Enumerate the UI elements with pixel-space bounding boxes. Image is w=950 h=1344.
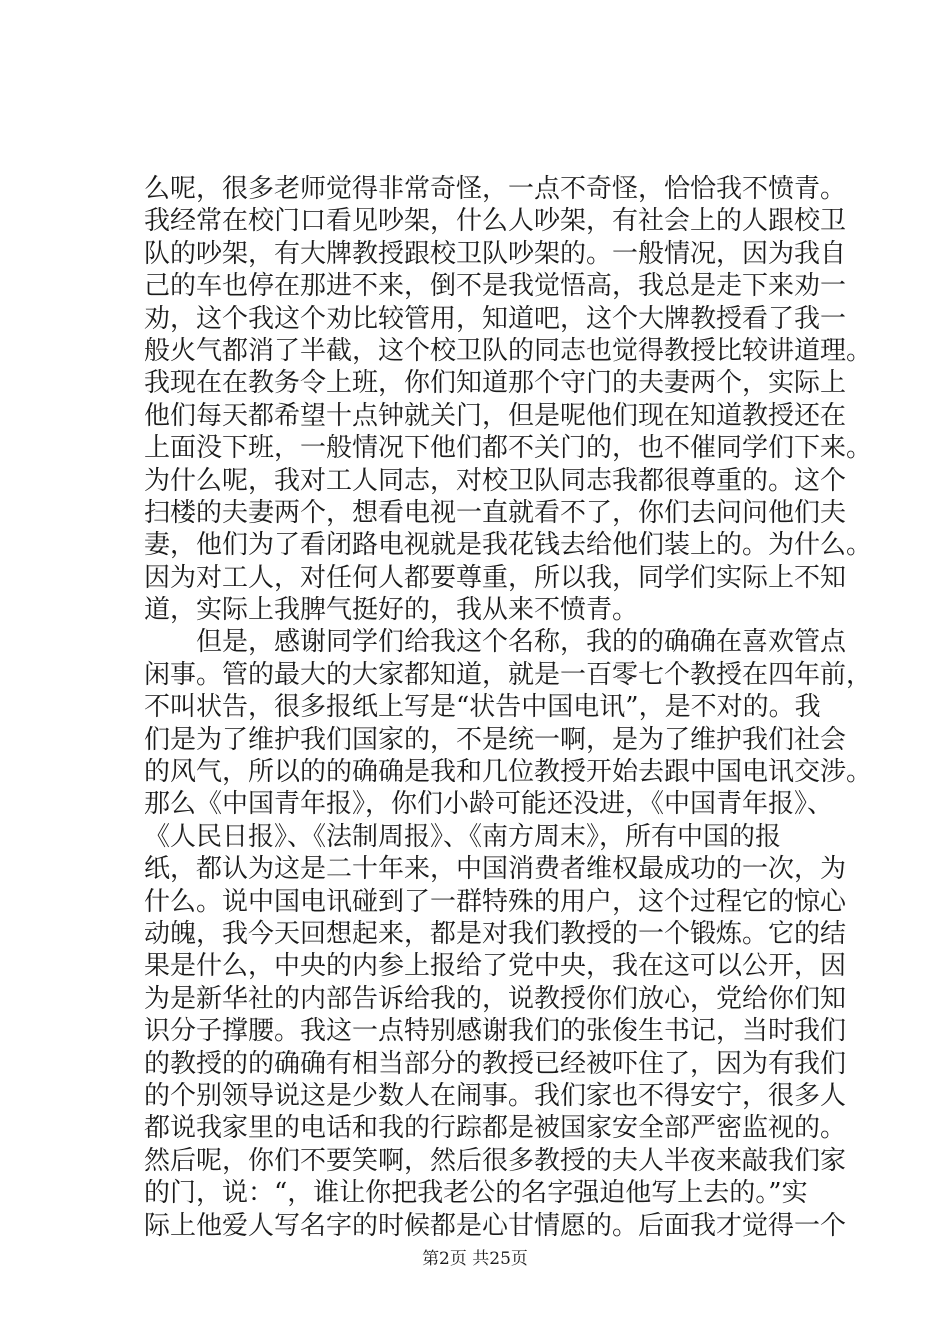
text-line: 妻，他们为了看闭路电视就是我花钱去给他们装上的。为什么。 bbox=[144, 530, 873, 561]
text-line: 他们每天都希望十点钟就关门，但是呢他们现在知道教授还在 bbox=[144, 400, 847, 431]
text-line: 为什么呢，我对工人同志，对校卫队同志我都很尊重的。这个 bbox=[144, 465, 847, 496]
text-line: 闲事。管的最大的大家都知道，就是一百零七个教授在四年前， bbox=[144, 659, 873, 690]
text-line: 扫楼的夫妻两个，想看电视一直就看不了，你们去问问他们夫 bbox=[144, 497, 847, 528]
text-line: 道，实际上我脾气挺好的，我从来不愤青。 bbox=[144, 595, 639, 626]
text-line: 那么《中国青年报》，你们小龄可能还没进，《中国青年报》、 bbox=[144, 789, 834, 820]
paragraph-start-line: 但是，感谢同学们给我这个名称，我的的确确在喜欢管点 bbox=[196, 627, 847, 658]
text-line: 为是新华社的内部告诉给我的，说教授你们放心，党给你们知 bbox=[144, 983, 847, 1014]
text-line: 《人民日报》、《法制周报》、《南方周末》，所有中国的报 bbox=[144, 821, 782, 852]
text-line: 不叫状告，很多报纸上写是“状告中国电讯”，是不对的。我 bbox=[144, 692, 821, 723]
text-line: 果是什么，中央的内参上报给了党中央，我在这可以公开，因 bbox=[144, 951, 847, 982]
text-line: 的教授的的确确有相当部分的教授已经被吓住了，因为有我们 bbox=[144, 1048, 847, 1079]
text-line: 的个别领导说这是少数人在闹事。我们家也不得安宁，很多人 bbox=[144, 1080, 847, 1111]
text-line: 动魄，我今天回想起来，都是对我们教授的一个锻炼。它的结 bbox=[144, 918, 847, 949]
text-line: 然后呢，你们不要笑啊，然后很多教授的夫人半夜来敲我们家 bbox=[144, 1145, 847, 1176]
page-number-footer: 第2页 共25页 bbox=[422, 1249, 528, 1269]
text-line: 都说我家里的电话和我的行踪都是被国家安全部严密监视的。 bbox=[144, 1113, 847, 1144]
text-line: 么呢，很多老师觉得非常奇怪，一点不奇怪，恰恰我不愤青。 bbox=[144, 174, 847, 204]
text-line: 际上他爱人写名字的时候都是心甘情愿的。后面我才觉得一个 bbox=[144, 1210, 847, 1241]
text-line: 的风气，所以的的确确是我和几位教授开始去跟中国电讯交涉。 bbox=[144, 757, 873, 788]
text-line: 我现在在教务令上班，你们知道那个守门的夫妻两个，实际上 bbox=[144, 368, 847, 399]
text-line: 识分子撑腰。我这一点特别感谢我们的张俊生书记，当时我们 bbox=[144, 1016, 847, 1047]
text-line: 队的吵架，有大牌教授跟校卫队吵架的。一般情况，因为我自 bbox=[144, 238, 847, 269]
text-line: 上面没下班，一般情况下他们都不关门的，也不催同学们下来。 bbox=[144, 433, 873, 464]
text-line: 什么。说中国电讯碰到了一群特殊的用户，这个过程它的惊心 bbox=[144, 886, 847, 917]
text-line: 纸，都认为这是二十年来，中国消费者维权最成功的一次，为 bbox=[144, 854, 847, 885]
text-line: 劝，这个我这个劝比较管用，知道吧，这个大牌教授看了我一 bbox=[144, 303, 847, 334]
text-line: 因为对工人，对任何人都要尊重，所以我，同学们实际上不知 bbox=[144, 562, 847, 593]
body-text bbox=[144, 173, 873, 1242]
text-line: 己的车也停在那进不来，倒不是我觉悟高，我总是走下来劝一 bbox=[144, 271, 847, 302]
text-line: 们是为了维护我们国家的，不是统一啊，是为了维护我们社会 bbox=[144, 724, 847, 755]
text-line: 般火气都消了半截，这个校卫队的同志也觉得教授比较讲道理。 bbox=[144, 335, 873, 366]
text-line: 我经常在校门口看见吵架，什么人吵架，有社会上的人跟校卫 bbox=[144, 206, 847, 237]
text-line: 的门，说：“，谁让你把我老公的名字强迫他写上去的。”实 bbox=[144, 1178, 808, 1209]
